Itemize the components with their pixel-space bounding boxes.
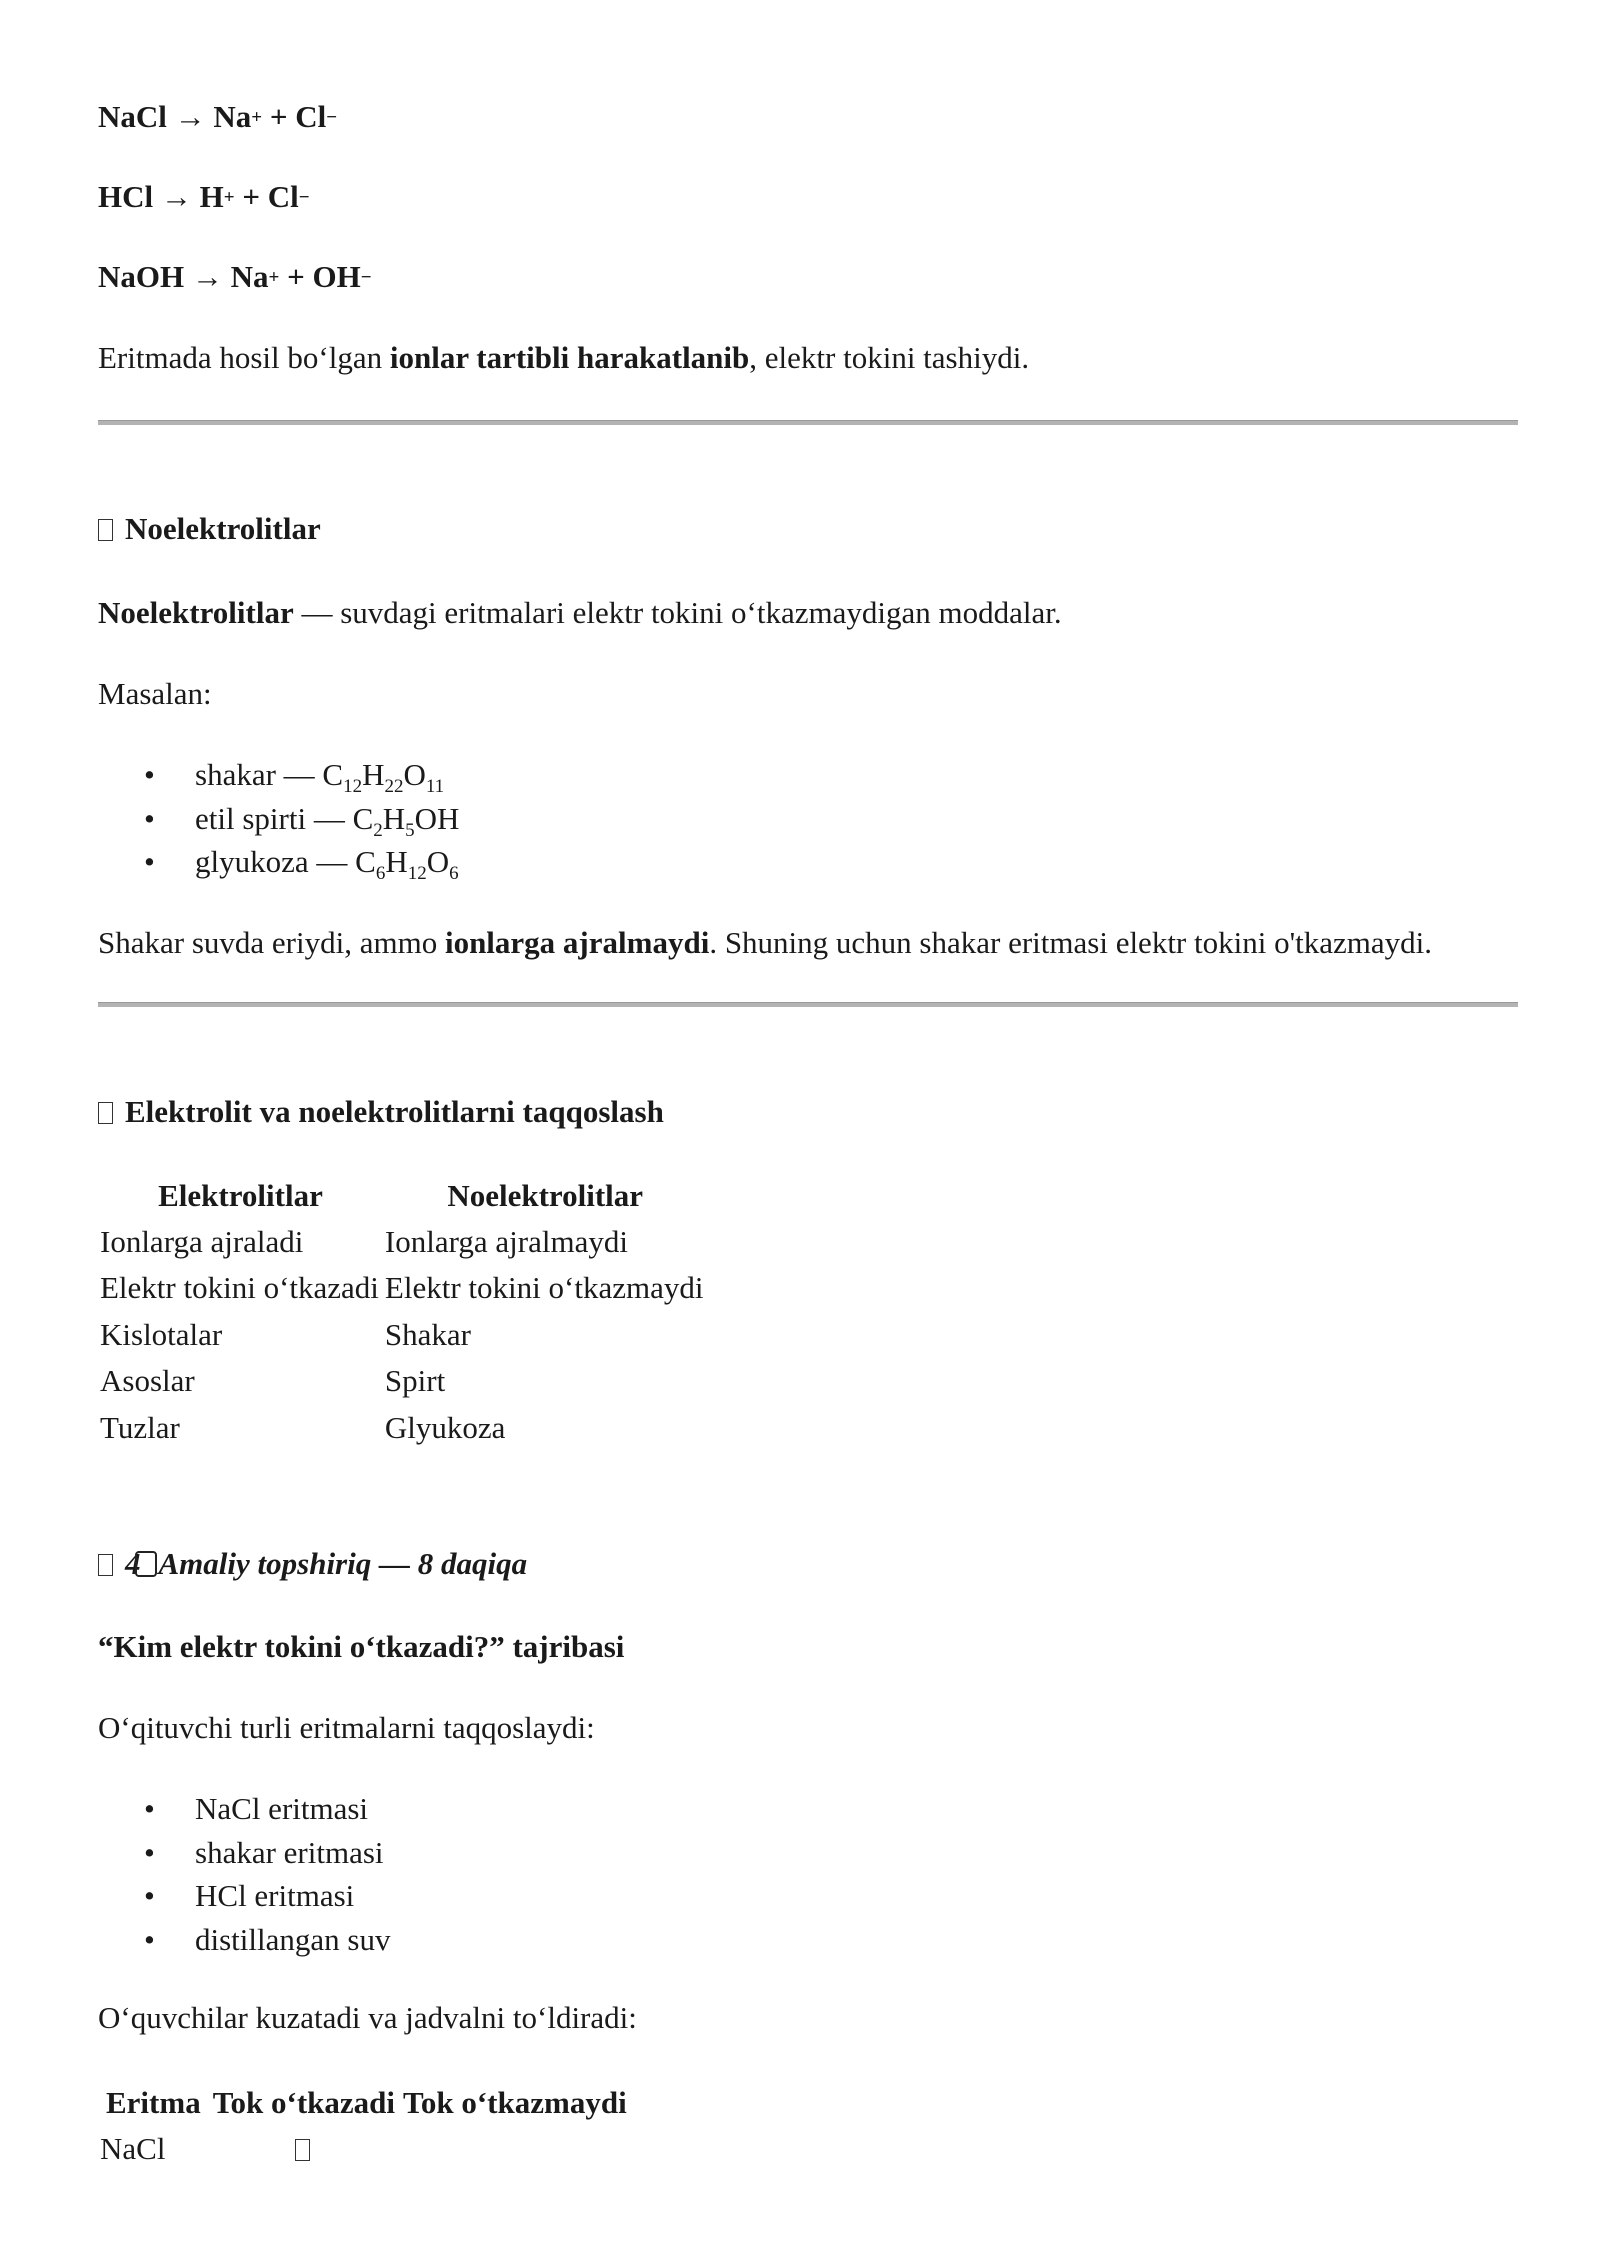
list-item: • shakar — $C_{12}H_{22}O_{11}$ [98,756,459,800]
column-header: Elektrolitlar [158,1177,323,1213]
table-row: Asoslar Spirt [100,1363,446,1399]
list-item: • etil spirti — $C_2H_5OH$ [98,800,459,844]
table-row: Tuzlar Glyukoza [100,1409,506,1445]
section-heading-practical-task: 4 Amaliy topshiriq — 8 daqiqa [98,1545,527,1584]
experiment-title: “Kim elektr tokini o‘tkazadi?” tajribasi [98,1629,625,1664]
list-item: • shakar eritmasi [98,1834,390,1878]
list-item: • glyukoza — $C_6H_{12}O_6$ [98,843,459,887]
list-item: • distillangan suv [98,1921,390,1965]
table-header-row [98,2080,631,2126]
equation-nacl: NaCl → Na+ + Cl− [98,99,338,134]
table-row: Elektr tokini o‘tkazadi Elektr tokini o‘tkazmaydi [100,1270,704,1306]
sugar-note: Shakar suvda eriydi, ammo ionlarga ajralmaydi. Shuning uchun shakar eritmasi elektr tokini o'tkazmaydi. [98,925,1433,960]
missing-glyph-icon [98,1102,113,1124]
nonelectrolyte-examples-list [98,756,459,887]
table-row: Ionlarga ajraladi Ionlarga ajralmaydi [100,1223,628,1259]
equation-naoh: NaOH → Na+ + OH− [98,259,372,294]
section-divider [98,1002,1518,1007]
list-item: • NaCl eritmasi [98,1790,390,1834]
table-row: NaCl [98,2126,631,2173]
solutions-list [98,1790,390,1964]
section-divider [98,420,1518,425]
teacher-instruction: O‘qituvchi turli eritmalarni taqqoslaydi: [98,1710,595,1745]
column-header: Noelektrolitlar [447,1177,644,1213]
observation-table [98,2080,631,2173]
table-row: Kislotalar Shakar [100,1316,472,1352]
keycap-box-icon [135,1551,157,1577]
column-header: Tok o‘tkazmaydi [403,2084,627,2120]
nonelectrolyte-definition: Noelektrolitlar — suvdagi eritmalari elektr tokini o‘tkazmaydigan moddalar. [98,595,1062,630]
column-header: Tok o‘tkazadi [212,2084,396,2120]
table-header-row [98,1173,707,1219]
comparison-table [98,1173,707,1452]
missing-glyph-icon [98,519,113,541]
missing-glyph-icon [295,2139,310,2161]
equation-hcl: HCl → H+ + Cl− [98,179,310,214]
examples-label: Masalan: [98,676,212,711]
ion-movement-sentence: Eritmada hosil bo‘lgan ionlar tartibli harakatlanib, elektr tokini tashiydi. [98,340,1030,375]
column-header: Eritma [106,2084,201,2120]
list-item: • HCl eritmasi [98,1877,390,1921]
section-heading-comparison: Elektrolit va noelektrolitlarni taqqoslash [98,1093,664,1132]
table-cell [209,2126,399,2173]
students-instruction: O‘quvchilar kuzatadi va jadvalni to‘ldiradi: [98,2000,637,2035]
section-heading-nonelectrolytes: Noelektrolitlar [98,510,321,549]
missing-glyph-icon [98,1554,113,1576]
